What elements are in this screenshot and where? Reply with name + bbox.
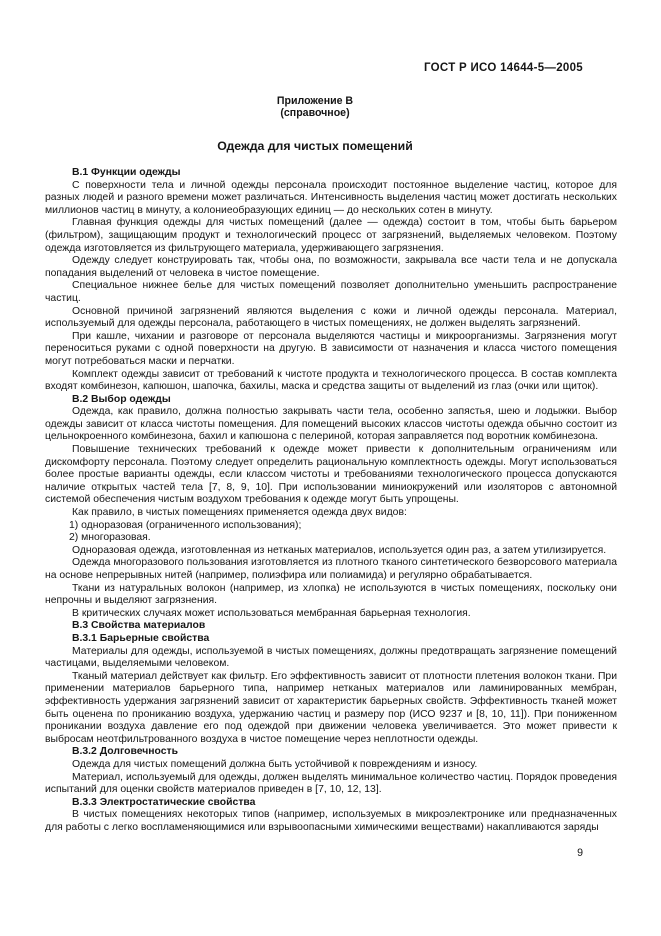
section-heading: В.3 Свойства материалов [72,620,206,632]
paragraph: В чистых помещениях некоторых типов (например, используемых в микроэлектронике или предназначенных для работы с легко воспламеняющимися или взрывоопасными химическими веществами) накапливаются заряды [45,809,617,833]
annex-label: Приложение В [276,95,354,107]
section-heading: В.3.2 Долговечность [72,746,179,758]
annex-type: (справочное) [280,106,350,119]
paragraph: Одежда многоразового пользования изготовляется из плотного тканого синтетического безворсового материала на основе непрерывных нитей (например, полиэфира или полиамида) и регулярно обрабатывается. [45,557,617,581]
paragraph: Специальное нижнее белье для чистых помещений позволяет дополнительно уменьшить распространение частиц. [45,280,617,304]
paragraph: Ткани из натуральных волокон (например, из хлопка) не используются в чистых помещениях, поскольку они непрочны и выделяют загрязнения. [45,582,617,607]
page-title: Одежда для чистых помещений [217,139,413,153]
paragraph: С поверхности тела и личной одежды персонала происходит постоянное выделение частиц, которое для разных людей и разного времени может различаться. Интенсивность выделения частиц может достигать нескольких миллионов частиц в минуту, а колониеобразующих единиц — до нескольких сотен в минуту. [45,179,617,216]
paragraph: Одежду следует конструировать так, чтобы она, по возможности, закрывала все части тела и не допускала попадания выделений от человека в чистое помещение. [45,255,617,279]
document-body [45,167,617,834]
paragraph: Главная функция одежды для чистых помещений (далее — одежда) состоит в том, чтобы быть барьером (фильтром), защищающим продукт и технологический процесс от загрязнений, выделяемых человеком. Поэтому одежда изготовляется из фильтрующего материала, удерживающего загрязнения. [45,217,617,254]
paragraph: Материалы для одежды, используемой в чистых помещениях, должны предотвращать загрязнение помещений частицами, выделяемыми человеком. [45,645,617,670]
section-heading: В.3.1 Барьерные свойства [72,632,210,644]
paragraph: При кашле, чихании и разговоре от персонала выделяются частицы и микроорганизмы. Загрязнения могут переноситься руками с одной поверхности на другую. В зависимости от назначения и класса чистого помещения могут потребоваться маски и перчатки. [45,330,617,367]
paragraph: В критических случаях может использоваться мембранная барьерная технология. [72,607,471,619]
paragraph: Одежда, как правило, должна полностью закрывать части тела, особенно запястья, шею и лодыжки. Выбор одежды зависит от класса чистоты помещения. Для помещений высоких классов чистоты одежда обычно состоит из цельнокроенного комбинезона, бахил и капюшона с пелериной, которая заправляется под воротник комбинезона. [45,406,617,443]
section-heading: В.3.3 Электростатические свойства [72,796,256,808]
paragraph: Повышение технических требований к одежде может привести к дополнительным ограничениям или дискомфорту персонала. Поэтому следует определить рациональную комплектность одежды. Могут использоваться более простые варианты одежды, если классом чистоты и требованиями технологического процесса допускаются наличие открытых частей тела [7, 8, 9, 10]. При использовании миниокружений или изоляторов с автономной системой обеспечения чистым воздухом требования к одежде могут быть упрощены. [45,444,617,506]
list-item: 2) многоразовая. [69,532,151,544]
paragraph: Комплект одежды зависит от требований к чистоте продукта и технологического процесса. В состав комплекта входят комбинезон, капюшон, шапочка, бахилы, маска и средства защиты от выделений из глаз (очки или щиток). [45,368,617,393]
paragraph: Основной причиной загрязнений являются выделения с кожи и личной одежды персонала. Материал, используемый для одежды персонала, работающего в чистых помещениях, не должен выделять загрязнений. [45,305,617,330]
page-number: 9 [577,847,583,859]
section-heading: В.2 Выбор одежды [72,393,171,405]
paragraph: Как правило, в чистых помещениях применяется одежда двух видов: [72,507,407,519]
paragraph: Одежда для чистых помещений должна быть устойчивой к повреждениям и износу. [72,758,478,770]
standard-reference-header: ГОСТ Р ИСО 14644-5—2005 [423,62,583,74]
annex-block [45,96,585,120]
paragraph: Материал, используемый для одежды, должен выделять минимальное количество частиц. Порядок проведения испытаний для оценки свойств материалов приведен в [7, 10, 12, 13]. [45,771,617,796]
list-item: 1) одноразовая (ограниченного использования); [69,519,302,531]
paragraph: Тканый материал действует как фильтр. Его эффективность зависит от плотности плетения волокон ткани. При применении материалов барьерного типа, например нетканых материалов или ламинированных мембран, эффективность удержания загрязнений зависит от характеристик барьерных свойств. Эффективность тканей может быть оценена по прониканию воздуха, удержанию частиц и размеру пор (ИСО 9237 и [8, 10, 11]). При пониженном проникании воздуха давление его под одеждой при движении человека увеличивается. Это может привести к выбросам неотфильтрованного воздуха в чистое помещение через неплотности одежды. [45,670,617,745]
paragraph: Одноразовая одежда, изготовленная из нетканых материалов, используется один раз, а затем утилизируется. [72,544,607,556]
section-heading: В.1 Функции одежды [72,167,181,178]
